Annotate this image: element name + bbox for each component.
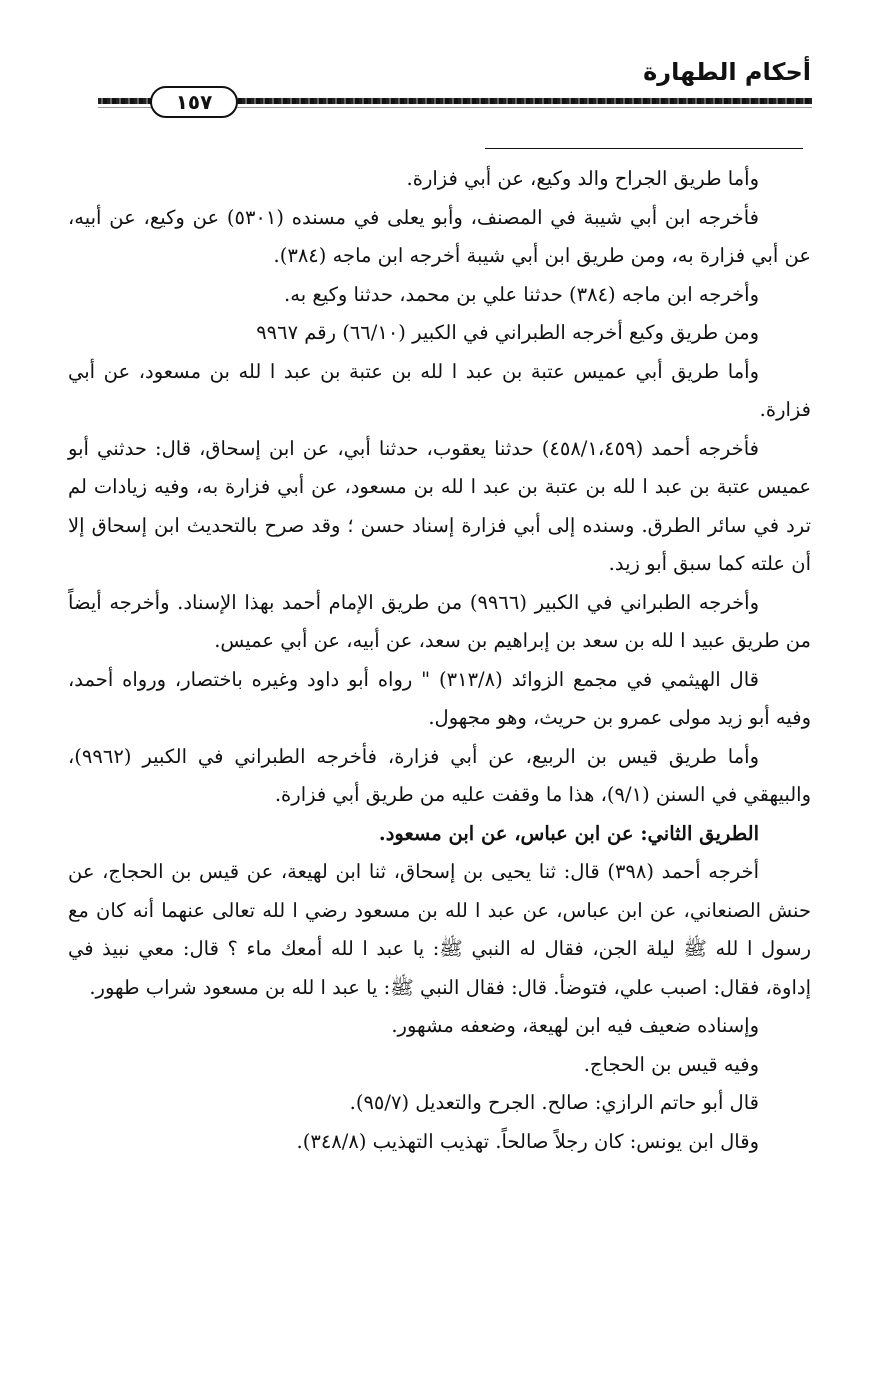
footnote-separator (485, 148, 803, 149)
paragraph: وفيه قيس بن الحجاج. (583, 1052, 759, 1076)
paragraph: وقال ابن يونس: كان رجلاً صالحاً. تهذيب التهذيب (٣٤٨/٨). (296, 1129, 759, 1153)
body-text (68, 160, 811, 1161)
paragraph: وأخرجه ابن ماجه (٣٨٤) حدثنا علي بن محمد، حدثنا وكيع به. (284, 282, 759, 306)
paragraph: قال الهيثمي في مجمع الزوائد (٣١٣/٨) " رواه أبو داود وغيره باختصار، ورواه أحمد، وفيه أبو زيد مولى عمرو بن حريث، وهو مجهول. (68, 667, 811, 729)
paragraph: وأما طريق الجراح والد وكيع، عن أبي فزارة. (406, 167, 759, 190)
paragraph: أخرجه أحمد (٣٩٨) قال: ثنا يحيى بن إسحاق، ثنا ابن لهيعة، عن قيس بن الحجاج، عن حنش الصنعاني، عن ابن عباس، عن عبد ا لله بن مسعود رضي ا لله تعالى عنهما أنه كان مع رسول ا لله ﷺ ليلة الجن، فقال له النبي ﷺ: يا عبد ا لله أمعك ماء ؟ قال: معي نبيذ في إداوة، فقال: اصبب علي، فتوضأ. قال: فقال النبي ﷺ: يا عبد ا لله بن مسعود شراب طهور. (68, 860, 811, 999)
running-title: أحكام الطهارة (643, 58, 811, 86)
paragraph: ومن طريق وكيع أخرجه الطبراني في الكبير (٦٦/١٠) رقم ٩٩٦٧ (256, 321, 759, 344)
paragraph: وإسناده ضعيف فيه ابن لهيعة، وضعفه مشهور. (391, 1014, 759, 1037)
paragraph: وأخرجه الطبراني في الكبير (٩٩٦٦) من طريق الإمام أحمد بهذا الإسناد. وأخرجه أيضاً من طريق عبيد ا لله بن سعد بن إبراهيم بن سعد، عن أبيه، عن أبي عميس. (68, 590, 811, 652)
paragraph: وأما طريق قيس بن الربيع، عن أبي فزارة، فأخرجه الطبراني في الكبير (٩٩٦٢)، والبيهقي في السنن (٩/١)، هذا ما وقفت عليه من طريق أبي فزارة. (68, 744, 811, 806)
paragraph: قال أبو حاتم الرازي: صالح. الجرح والتعديل (٩٥/٧). (349, 1091, 759, 1114)
paragraph: وأما طريق أبي عميس عتبة بن عبد ا لله بن عتبة بن عبد ا لله بن مسعود، عن أبي فزارة. (68, 359, 811, 421)
page-number: ١٥٧ (150, 86, 238, 118)
paragraph: فأخرجه أحمد (٤٥٨/١،٤٥٩) حدثنا يعقوب، حدثنا أبي، عن ابن إسحاق، قال: حدثني أبو عميس عتبة بن عبد ا لله بن عتبة بن عبد ا لله بن مسعود، عن أبي فزارة به، وفيه زيادات لم ترد في سائر الطرق. وسنده إلى أبي فزارة إسناد حسن ؛ وقد صرح بالتحديث ابن إسحاق إلا أن علته كما سبق أبو زيد. (68, 436, 811, 575)
paragraph: فأخرجه ابن أبي شيبة في المصنف، وأبو يعلى في مسنده (٥٣٠١) عن وكيع، عن أبيه، عن أبي فزارة به، ومن طريق ابن أبي شيبة أخرجه ابن ماجه (٣٨٤). (68, 205, 811, 267)
section-heading: الطريق الثاني: عن ابن عباس، عن ابن مسعود. (378, 821, 759, 845)
